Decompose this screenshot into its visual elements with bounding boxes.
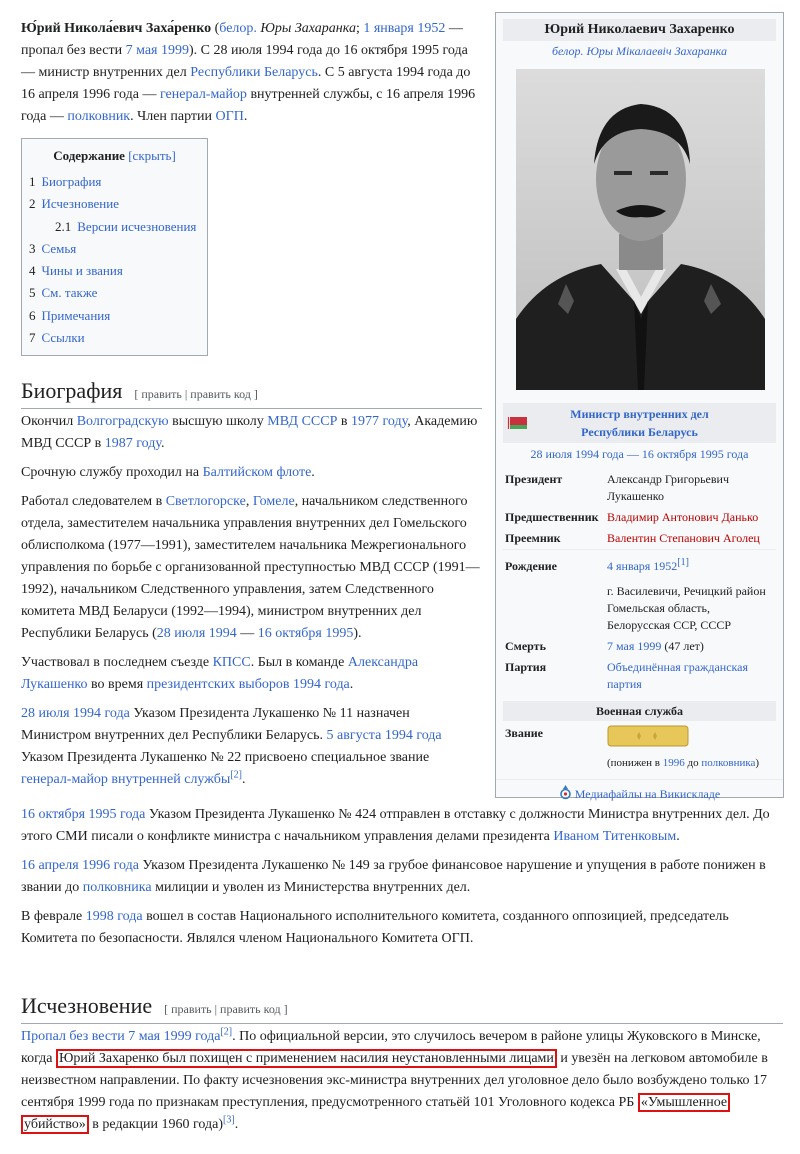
birth-place: г. Василевичи, Речицкий район Гомельская область, Белорусская ССР, СССР [607, 584, 766, 632]
edit-section-biography[interactable]: [ править | править код ] [134, 387, 258, 401]
year-1998-link[interactable]: 1998 года [85, 909, 143, 924]
row-birth: Рождение 4 января 1952[1] г. Василевичи, Речицкий район Гомельская область, Белорусская ССР, СССР [503, 556, 776, 636]
birth-date-link[interactable]: 1 января 1952 [363, 21, 446, 36]
table-of-contents [21, 138, 208, 356]
titenkov-link[interactable]: Иваном Титенковым [553, 829, 677, 844]
highlighted-kidnapping-phrase: Юрий Захаренко был похищен с применением насилия неустановленными лицами [56, 1049, 557, 1068]
epaulette-rank-icon[interactable] [607, 725, 689, 747]
disappearance-paragraph: Пропал без вести 7 мая 1999 года[2]. По официальной версии, это случилось вечером в районе улицы Жуковского в Минске, когда Юрий Захаренко был похищен с применением насилия неустановленными лицами и увезён на легковом автомобиле в неизвестном направлении. По факту исчезновения экс-министра внутренних дел уголовное дело было возбуждено только 17 сентября 1999 года по признакам преступления, предусмотренного статьёй 101 Уголовного кодекса РБ «Умышленное убийство» в редакции 1960 года)[3]. [21, 1026, 768, 1132]
toc-item-ranks[interactable]: 4 Чины и звания [29, 263, 123, 279]
date-28-july-1994-link[interactable]: 28 июля 1994 [156, 626, 237, 641]
year-1996-link[interactable]: 1996 [662, 757, 685, 769]
disappearance-text [21, 1026, 783, 1143]
major-general-service-link[interactable]: генерал-майор внутренней службы [21, 772, 231, 787]
birth-date-infobox-link[interactable]: 4 января 1952 [607, 559, 678, 573]
party-link[interactable]: Объединённая гражданская партия [607, 660, 749, 691]
reference-2b-link[interactable]: [2] [220, 1026, 233, 1038]
toc-item-notes[interactable]: 6 Примечания [29, 307, 111, 323]
ogp-link[interactable]: ОГП [215, 109, 244, 124]
toc-item-links[interactable]: 7 Ссылки [29, 330, 85, 346]
republic-belarus-link[interactable]: Республики Беларусь [190, 65, 318, 80]
colonel-link[interactable]: полковник [67, 109, 131, 124]
bio-paragraph-3: Работал следователем в Светлогорске, Гомеле, начальником следственного отдела, заместителем начальника управления внутренних дел Гомельского облисполкома (1977—1991), заместителем начальника Межрегионального управления по борьбе с организованной преступностью МВД СССР (1991—1992), начальником Следственного управления, затем Следственного комитета МВД Беларуси (1992—1994), министром внутренних дел Республики Беларусь (28 июля 1994 — 16 октября 1995). [21, 494, 480, 641]
infobox-belarusian-name: белор. Юры Мікалаевіч Захаранка [552, 44, 727, 58]
date-28-july-1994-year-link[interactable]: 28 июля 1994 года [21, 706, 130, 721]
successor-link[interactable]: Валентин Степанович Аголец [607, 531, 760, 545]
year-1977-link[interactable]: 1977 году [351, 414, 408, 429]
president-value: Александр Григорьевич Лукашенко [607, 472, 729, 503]
baltic-fleet-link[interactable]: Балтийском флоте [202, 465, 312, 480]
wikimedia-commons-icon [559, 785, 572, 801]
missing-date-link[interactable]: Пропал без вести 7 мая 1999 года [21, 1029, 221, 1044]
belarus-flag-icon [507, 417, 527, 429]
disappear-date-link[interactable]: 7 мая 1999 [125, 43, 189, 58]
highlighted-murder-phrase-part2: убийство» [21, 1115, 89, 1134]
bio-paragraph-7: 16 апреля 1996 года Указом Президента Лукашенко № 149 за грубое финансовое нарушение и упущения в работе понижен в звании до полковника милиции и уволен из Министерства внутренних дел. [21, 858, 766, 895]
date-16-apr-1996-link[interactable]: 16 апреля 1996 года [21, 858, 139, 873]
predecessor-link[interactable]: Владимир Антонович Данько [607, 510, 759, 524]
svetlogorsk-link[interactable]: Светлогорске [165, 494, 246, 509]
cpsu-link[interactable]: КПСС [212, 655, 251, 670]
reference-2-link[interactable]: [2] [230, 769, 242, 781]
commons-row [496, 779, 783, 803]
highlighted-murder-phrase-part1: «Умышленное [638, 1093, 730, 1112]
rank-note: (понижен в 1996 до полковника) [607, 757, 760, 769]
military-table [503, 723, 776, 773]
toc-item-biography[interactable]: 1 Биография [29, 174, 102, 189]
minister-office-link-2[interactable]: Республики Беларусь [581, 425, 698, 439]
infobox-title: Юрий Николаевич Захаренко [503, 19, 776, 41]
toc-hide-toggle[interactable]: [скрыть] [128, 148, 176, 163]
edit-section-disappearance[interactable]: [ править | править код ] [164, 1002, 288, 1016]
infobox [495, 12, 784, 801]
minister-office-link[interactable]: Министр внутренних дел [570, 407, 709, 421]
biography-text-narrow [21, 411, 481, 798]
section-heading-disappearance: Исчезновение [ править | править код ] [21, 992, 783, 1024]
major-general-link[interactable]: генерал-майор [160, 87, 247, 102]
bio-paragraph-2: Срочную службу проходил на Балтийском флоте. [21, 465, 315, 480]
row-rank: Звание (понижен в 1996 до полковника) [503, 723, 776, 773]
date-16-oct-1995-year-link[interactable]: 16 октября 1995 года [21, 807, 146, 822]
lukashenko-link[interactable]: Александра Лукашенко [21, 655, 419, 692]
biography-text-wide [21, 804, 783, 957]
article-subject-name: Ю́рий Никола́евич Заха́ренко [21, 21, 212, 36]
mvd-ussr-link[interactable]: МВД СССР [267, 414, 338, 429]
infobox-table [503, 469, 776, 695]
toc-item-see-also[interactable]: 5 См. также [29, 285, 98, 301]
military-section-header: Военная служба [503, 701, 776, 721]
row-predecessor: Предшественник Владимир Антонович Данько [505, 510, 759, 524]
bio-paragraph-1: Окончил Волгоградскую высшую школу МВД СССР в 1977 году, Академию МВД СССР в 1987 году. [21, 414, 478, 451]
year-1987-link[interactable]: 1987 году [104, 436, 161, 451]
toc-title: Содержание [53, 148, 125, 163]
toc-header [22, 147, 207, 165]
commons-link[interactable]: Медиафайлы на Викискладе [574, 787, 721, 801]
reference-3-link[interactable]: [3] [223, 1114, 235, 1126]
row-successor: Преемник Валентин Степанович Аголец [505, 531, 760, 545]
death-date-link[interactable]: 7 мая 1999 [607, 639, 662, 653]
row-death: Смерть 7 мая 1999 (47 лет) [505, 639, 704, 653]
toc-item-disappearance[interactable]: 2 Исчезновение [29, 196, 119, 212]
date-16-oct-1995-link[interactable]: 16 октября 1995 [257, 626, 354, 641]
toc-item-family[interactable]: 3 Семья [29, 240, 77, 256]
bio-paragraph-5: 28 июля 1994 года Указом Президента Лукашенко № 11 назначен Министром внутренних дел Республики Беларусь. 5 августа 1994 года Указом Президента Лукашенко № 22 присвоено специальное звание генерал-майор внутренней службы[2]. [21, 706, 442, 787]
colonel-infobox-link[interactable]: полковника [701, 757, 756, 769]
bio-paragraph-6: 16 октября 1995 года Указом Президента Лукашенко № 424 отправлен в отставку с должности Министра внутренних дел. До этого СМИ писали о конфликте министра с начальником управления делами президента Иваном Титенковым. [21, 807, 770, 844]
date-5-aug-1994-link[interactable]: 5 августа 1994 года [326, 728, 442, 743]
colonel-demotion-link[interactable]: полковника [82, 880, 152, 895]
bio-paragraph-8: В феврале 1998 года вошел в состав Национального исполнительного комитета, созданного оппозицией, председатель Комитета по безопасности. Являлся членом Национального Комитета ОГП. [21, 909, 729, 946]
term-dates[interactable]: 28 июля 1994 года — 16 октября 1995 года [530, 447, 749, 461]
belarusian-language-link[interactable]: белор. [219, 21, 257, 36]
row-president: Президент Александр Григорьевич Лукашенко [503, 469, 776, 507]
bio-paragraph-4: Участвовал в последнем съезде КПСС. Был в команде Александра Лукашенко во время президентских выборов 1994 года. [21, 655, 419, 692]
toc-list [22, 171, 207, 349]
office-header [503, 403, 776, 443]
section-heading-biography: Биография [ править | править код ] [21, 377, 482, 409]
portrait-photo[interactable] [516, 69, 765, 390]
toc-item-versions[interactable]: 2.1 Версии исчезновения [55, 218, 197, 234]
row-party: Партия Объединённая гражданская партия [505, 660, 749, 691]
reference-1-link[interactable]: [1] [677, 557, 689, 568]
elections-1994-link[interactable]: президентских выборов 1994 года [146, 677, 350, 692]
lead-paragraph: Ю́рий Никола́евич Заха́ренко (белор. Юры Захаранка; 1 января 1952 — пропал без вести 7 мая 1999). С 28 июля 1994 года до 16 октября 1995 года — министр внутренних дел Республики Беларусь. С 5 августа 1994 года до 16 апреля 1996 года — генерал-майор внутренней службы, с 16 апреля 1996 года — полковник. Член партии ОГП. [21, 21, 476, 124]
volgograd-school-link[interactable]: Волгоградскую [76, 414, 169, 429]
gomel-link[interactable]: Гомеле [252, 494, 295, 509]
